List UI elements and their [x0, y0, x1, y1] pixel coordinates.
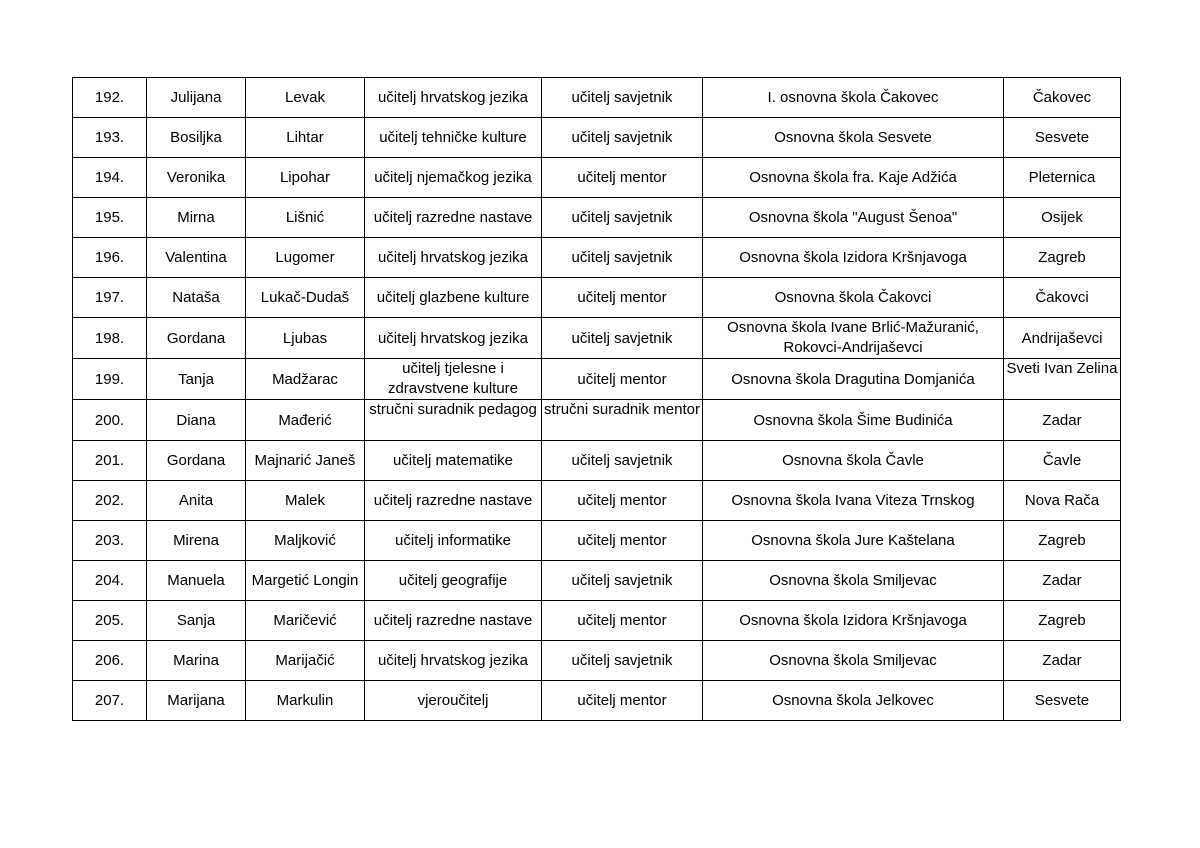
- title-cell: [542, 400, 703, 441]
- city-cell: Pleternica: [1004, 158, 1121, 198]
- table-body: [73, 78, 1121, 721]
- position-cell: učitelj hrvatskog jezika: [365, 318, 542, 359]
- position-cell: učitelj hrvatskog jezika: [365, 641, 542, 681]
- table-row: [73, 78, 1121, 118]
- row-number-cell: 192.: [73, 78, 147, 118]
- title-cell: učitelj savjetnik: [542, 441, 703, 481]
- table-row: [73, 400, 1121, 441]
- first-name-cell: Marina: [147, 641, 246, 681]
- table-row: [73, 238, 1121, 278]
- first-name-cell: Veronika: [147, 158, 246, 198]
- last-name-cell: Lipohar: [246, 158, 365, 198]
- school-cell: Osnovna škola Čakovci: [703, 278, 1004, 318]
- school-cell-text: Osnovna škola Ivane Brlić-Mažuranić, Rokovci-Andrijaševci: [727, 319, 979, 356]
- city-cell: Zadar: [1004, 400, 1121, 441]
- position-cell: učitelj geografije: [365, 561, 542, 601]
- city-cell: Sesvete: [1004, 118, 1121, 158]
- city-cell: Čakovec: [1004, 78, 1121, 118]
- school-cell: I. osnovna škola Čakovec: [703, 78, 1004, 118]
- last-name-cell: Lukač-Dudaš: [246, 278, 365, 318]
- first-name-cell: Bosiljka: [147, 118, 246, 158]
- last-name-cell: Maričević: [246, 601, 365, 641]
- school-cell: Osnovna škola fra. Kaje Adžića: [703, 158, 1004, 198]
- table-row: [73, 561, 1121, 601]
- first-name-cell: Manuela: [147, 561, 246, 601]
- position-cell: učitelj razredne nastave: [365, 601, 542, 641]
- position-cell: [365, 359, 542, 400]
- school-cell: Osnovna škola "August Šenoa": [703, 198, 1004, 238]
- title-cell: učitelj savjetnik: [542, 198, 703, 238]
- position-cell: učitelj glazbene kulture: [365, 278, 542, 318]
- city-cell: Zagreb: [1004, 521, 1121, 561]
- position-cell: učitelj razredne nastave: [365, 481, 542, 521]
- school-cell: Osnovna škola Šime Budinića: [703, 400, 1004, 441]
- title-cell: učitelj mentor: [542, 278, 703, 318]
- title-cell: učitelj savjetnik: [542, 78, 703, 118]
- row-number-cell: 207.: [73, 681, 147, 721]
- city-cell: Sesvete: [1004, 681, 1121, 721]
- position-cell: učitelj razredne nastave: [365, 198, 542, 238]
- row-number-cell: 202.: [73, 481, 147, 521]
- row-number-cell: 201.: [73, 441, 147, 481]
- title-cell: učitelj savjetnik: [542, 561, 703, 601]
- school-cell: Osnovna škola Sesvete: [703, 118, 1004, 158]
- title-cell: učitelj savjetnik: [542, 318, 703, 359]
- city-cell: Zagreb: [1004, 238, 1121, 278]
- first-name-cell: Mirena: [147, 521, 246, 561]
- row-number-cell: 196.: [73, 238, 147, 278]
- table-row: [73, 198, 1121, 238]
- last-name-cell: Maljković: [246, 521, 365, 561]
- row-number-cell: 197.: [73, 278, 147, 318]
- row-number-cell: 194.: [73, 158, 147, 198]
- school-cell: [703, 318, 1004, 359]
- row-number-cell: 193.: [73, 118, 147, 158]
- position-cell: učitelj matematike: [365, 441, 542, 481]
- school-cell: Osnovna škola Ivana Viteza Trnskog: [703, 481, 1004, 521]
- row-number-cell: 195.: [73, 198, 147, 238]
- first-name-cell: Mirna: [147, 198, 246, 238]
- city-cell: Andrijaševci: [1004, 318, 1121, 359]
- position-cell-text: učitelj tjelesne i zdravstvene kulture: [387, 360, 519, 397]
- row-number-cell: 203.: [73, 521, 147, 561]
- first-name-cell: Marijana: [147, 681, 246, 721]
- title-cell: učitelj mentor: [542, 481, 703, 521]
- position-cell: učitelj informatike: [365, 521, 542, 561]
- table-row: [73, 118, 1121, 158]
- city-cell: Čavle: [1004, 441, 1121, 481]
- table-row: [73, 441, 1121, 481]
- last-name-cell: Ljubas: [246, 318, 365, 359]
- table-row: [73, 521, 1121, 561]
- last-name-cell: Margetić Longin: [246, 561, 365, 601]
- table-row: [73, 601, 1121, 641]
- position-cell: vjeroučitelj: [365, 681, 542, 721]
- title-cell: učitelj savjetnik: [542, 238, 703, 278]
- last-name-cell: Lišnić: [246, 198, 365, 238]
- table-row: [73, 641, 1121, 681]
- row-number-cell: 200.: [73, 400, 147, 441]
- city-cell: Osijek: [1004, 198, 1121, 238]
- first-name-cell: Gordana: [147, 441, 246, 481]
- last-name-cell: Mađerić: [246, 400, 365, 441]
- first-name-cell: Nataša: [147, 278, 246, 318]
- last-name-cell: Madžarac: [246, 359, 365, 400]
- position-cell: učitelj hrvatskog jezika: [365, 238, 542, 278]
- last-name-cell: Marijačić: [246, 641, 365, 681]
- school-cell: Osnovna škola Izidora Kršnjavoga: [703, 238, 1004, 278]
- city-cell: Nova Rača: [1004, 481, 1121, 521]
- position-cell: učitelj njemačkog jezika: [365, 158, 542, 198]
- title-cell: učitelj mentor: [542, 681, 703, 721]
- last-name-cell: Majnarić Janeš: [246, 441, 365, 481]
- table-row: [73, 681, 1121, 721]
- row-number-cell: 205.: [73, 601, 147, 641]
- city-cell: Zadar: [1004, 641, 1121, 681]
- last-name-cell: Levak: [246, 78, 365, 118]
- first-name-cell: Julijana: [147, 78, 246, 118]
- title-cell-text: stručni suradnik mentor: [544, 401, 700, 418]
- position-cell: [365, 400, 542, 441]
- title-cell: učitelj mentor: [542, 359, 703, 400]
- school-cell: Osnovna škola Smiljevac: [703, 561, 1004, 601]
- title-cell: učitelj mentor: [542, 521, 703, 561]
- table-row: [73, 318, 1121, 359]
- title-cell: učitelj mentor: [542, 158, 703, 198]
- city-cell: Zagreb: [1004, 601, 1121, 641]
- school-cell: Osnovna škola Dragutina Domjanića: [703, 359, 1004, 400]
- first-name-cell: Sanja: [147, 601, 246, 641]
- city-cell-text: Sveti Ivan Zelina: [1006, 360, 1118, 377]
- row-number-cell: 199.: [73, 359, 147, 400]
- last-name-cell: Markulin: [246, 681, 365, 721]
- row-number-cell: 206.: [73, 641, 147, 681]
- position-cell: učitelj tehničke kulture: [365, 118, 542, 158]
- title-cell: učitelj savjetnik: [542, 641, 703, 681]
- last-name-cell: Malek: [246, 481, 365, 521]
- first-name-cell: Diana: [147, 400, 246, 441]
- school-cell: Osnovna škola Smiljevac: [703, 641, 1004, 681]
- city-cell: [1004, 359, 1121, 400]
- first-name-cell: Gordana: [147, 318, 246, 359]
- school-cell: Osnovna škola Jure Kaštelana: [703, 521, 1004, 561]
- first-name-cell: Valentina: [147, 238, 246, 278]
- title-cell: učitelj mentor: [542, 601, 703, 641]
- row-number-cell: 204.: [73, 561, 147, 601]
- row-number-cell: 198.: [73, 318, 147, 359]
- city-cell: Čakovci: [1004, 278, 1121, 318]
- school-cell: Osnovna škola Izidora Kršnjavoga: [703, 601, 1004, 641]
- table-row: [73, 481, 1121, 521]
- school-cell: Osnovna škola Čavle: [703, 441, 1004, 481]
- table-row: [73, 359, 1121, 400]
- table-row: [73, 158, 1121, 198]
- first-name-cell: Tanja: [147, 359, 246, 400]
- position-cell-text: stručni suradnik pedagog: [369, 401, 537, 418]
- school-cell: Osnovna škola Jelkovec: [703, 681, 1004, 721]
- title-cell: učitelj savjetnik: [542, 118, 703, 158]
- city-cell: Zadar: [1004, 561, 1121, 601]
- table-row: [73, 278, 1121, 318]
- position-cell: učitelj hrvatskog jezika: [365, 78, 542, 118]
- first-name-cell: Anita: [147, 481, 246, 521]
- last-name-cell: Lugomer: [246, 238, 365, 278]
- teacher-table: [72, 77, 1121, 721]
- last-name-cell: Lihtar: [246, 118, 365, 158]
